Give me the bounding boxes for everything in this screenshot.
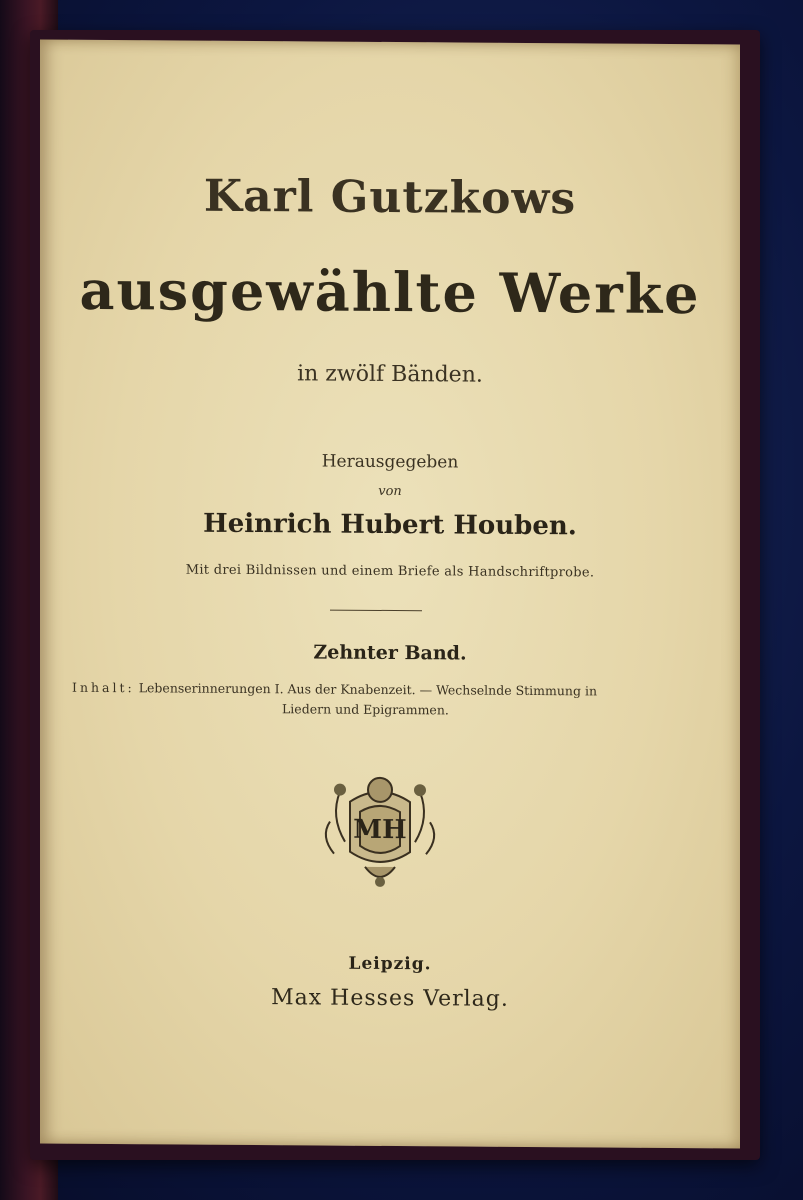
contents-label: Inhalt: — [72, 679, 135, 696]
contents-line-1: Lebenserinnerungen I. Aus der Knabenzeit. — Wechselnde Stimmung in — [138, 680, 597, 699]
contents-line-2: Liedern und Epigrammen. — [282, 701, 449, 718]
publisher-name: Max Hesses Verlag. — [271, 985, 509, 1012]
edited-label: Herausgegeben — [321, 451, 459, 473]
publisher-emblem-icon — [310, 761, 450, 897]
author-line: Karl Gutzkows — [203, 170, 577, 225]
von-label: von — [378, 483, 402, 500]
editor-name: Heinrich Hubert Houben. — [203, 508, 577, 542]
illustrations-note: Mit drei Bildnissen und einem Briefe als Handschriftprobe. — [185, 562, 595, 581]
volume-label: Zehnter Band. — [313, 641, 467, 665]
contents-block — [72, 678, 712, 722]
divider-rule — [330, 610, 422, 612]
publication-place: Leipzig. — [348, 953, 432, 975]
book-title: ausgewählte Werke — [79, 257, 701, 327]
book-subtitle: in zwölf Bänden. — [297, 361, 483, 388]
svg-text:MH: MH — [353, 814, 407, 846]
title-page — [40, 40, 740, 1149]
